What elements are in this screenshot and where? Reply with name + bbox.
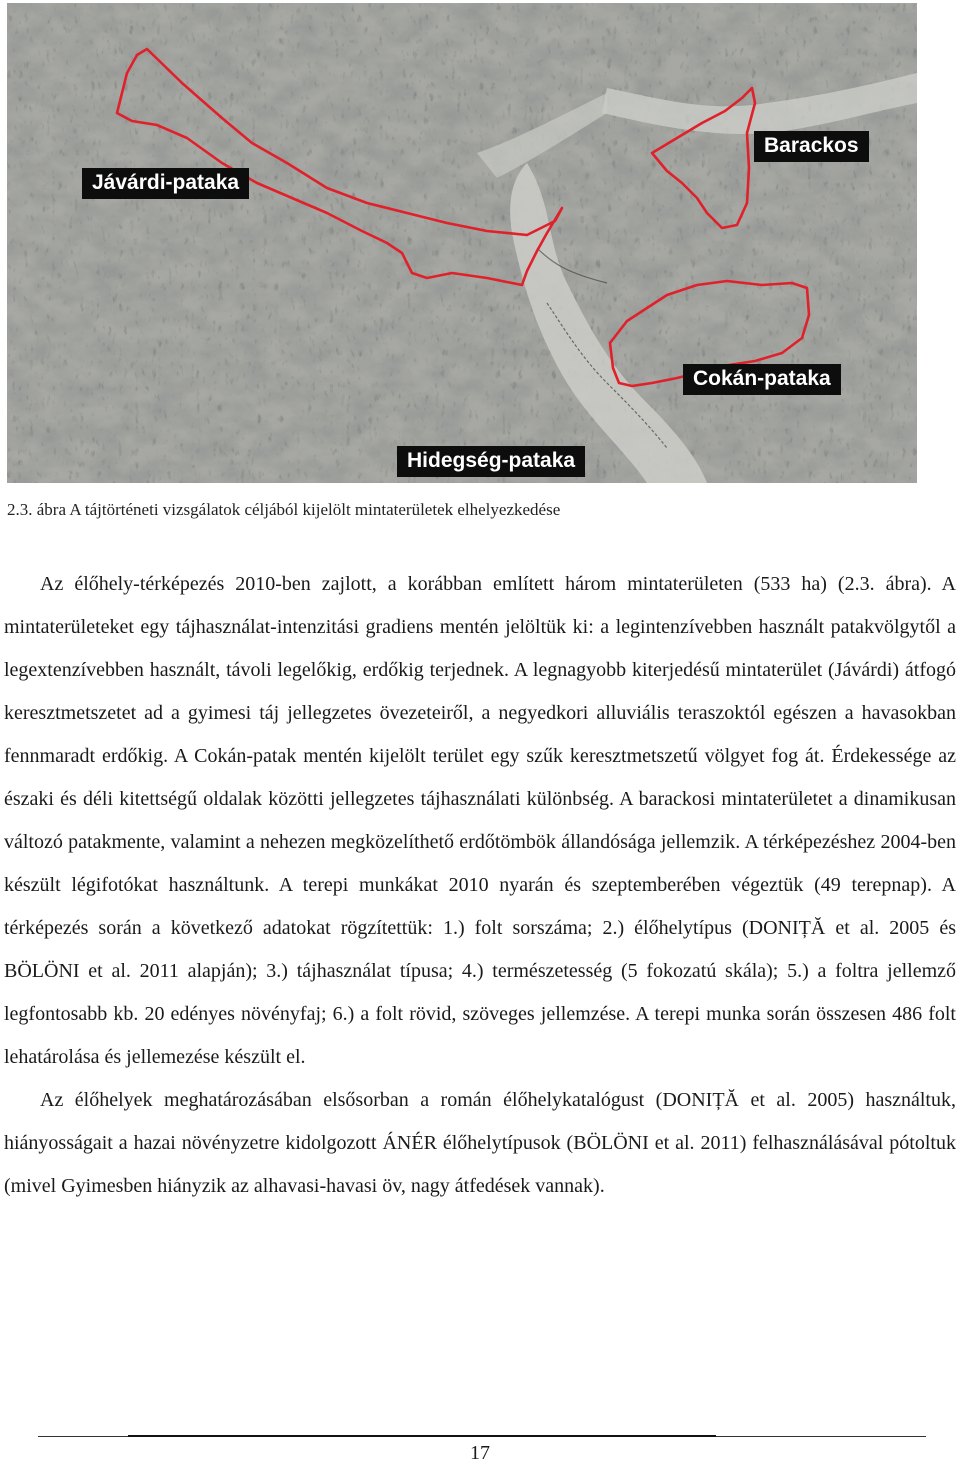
paragraph-2 [4, 1079, 956, 1208]
topographic-map-figure [7, 3, 917, 483]
author-donita-initial: D [662, 1089, 677, 1111]
author-boloni-initial: B [573, 1132, 587, 1154]
body-text [4, 563, 956, 1208]
paragraph-1 [4, 563, 956, 1079]
label-cokan-pataka: Cokán-pataka [683, 364, 841, 395]
label-hidegseg-pataka: Hidegség-pataka [397, 446, 585, 477]
paragraph-1-part-1: Az élőhely-térképezés 2010-ben zajlott, a korábban említett három mintaterületen (533 ha) (2.3. ábra). A mintaterületeket egy tájhasználat-intenzitási gradiens mentén jelöltük ki: a legintenzívebben használt patakvölgytől a legextenzívebben használt, távoli legelőkig, erdőkig terjednek. A legnagyobb kiterjedésű mintaterület (Jávárdi) átfogó keresztmetszetet ad a gyimesi táj jellegzetes övezeteiről, a negyedkori alluviális teraszoktól egészen a havasokban fennmaradt erdőkig. A Cokán-patak mentén kijelölt terület egy szűk keresztmetszetű völgyet fog át. Érdekessége az északi és déli kitettségű oldalak közötti jellegzetes tájhasználati különbség. A barackosi mintaterületet a dinamikusan változó patakmente, valamint a nehezen megközelíthető erdőtömbök állandósága jellemzik. A térképezéshez 2004-ben készült légifotókat használtunk. A terepi munkákat 2010 nyarán és szeptemberében végeztük (49 terepnap). A térképezés során a következő adatokat rögzítettük: 1.) folt sorszáma; 2.) élőhelytípus ( [4, 573, 956, 939]
paragraph-2-part-2: et al. 2005) használtuk, hiányosságait a hazai növényzetre kidolgozott ÁNÉR élőhelytípusok ( [4, 1089, 956, 1154]
author-donita-rest: ONIȚĂ [763, 917, 826, 939]
author-boloni-rest: ÖLÖNI [17, 960, 80, 982]
label-javardi-pataka: Jávárdi-pataka [82, 168, 249, 199]
page-number: 17 [470, 1442, 490, 1464]
paragraph-2-part-1: Az élőhelyek meghatározásában elsősorban a román élőhelykatalógust ( [40, 1089, 663, 1111]
map-graphic [7, 3, 917, 483]
author-boloni-rest: ÖLÖNI [586, 1132, 649, 1154]
footer-rule [38, 1436, 926, 1437]
author-donita-initial: D [748, 917, 764, 939]
figure-caption: 2.3. ábra A tájtörténeti vizsgálatok céljából kijelölt mintaterületek elhelyezkedése [7, 500, 561, 519]
paragraph-2-part-3: et al. 2011) felhasználásával pótoltuk (mivel Gyimesben hiányzik az alhavasi-havasi öv, nagy átfedések vannak). [4, 1132, 956, 1197]
label-barackos: Barackos [754, 131, 869, 162]
paragraph-1-part-2: et al. 2005 és [825, 917, 956, 939]
contour-hatching [7, 3, 917, 483]
paragraph-1-part-3: et al. 2011 alapján); 3.) tájhasználat típusa; 4.) természetesség (5 fokozatú skála); 5.) a foltra jellemző legfontosabb kb. 20 edényes növényfaj; 6.) a folt rövid, szöveges jellemzése. A terepi munka során összesen 486 folt lehatárolása és jellemezése készült el. [4, 960, 956, 1068]
author-boloni-initial: B [4, 960, 18, 982]
author-donita-rest: ONIȚĂ [676, 1089, 740, 1111]
